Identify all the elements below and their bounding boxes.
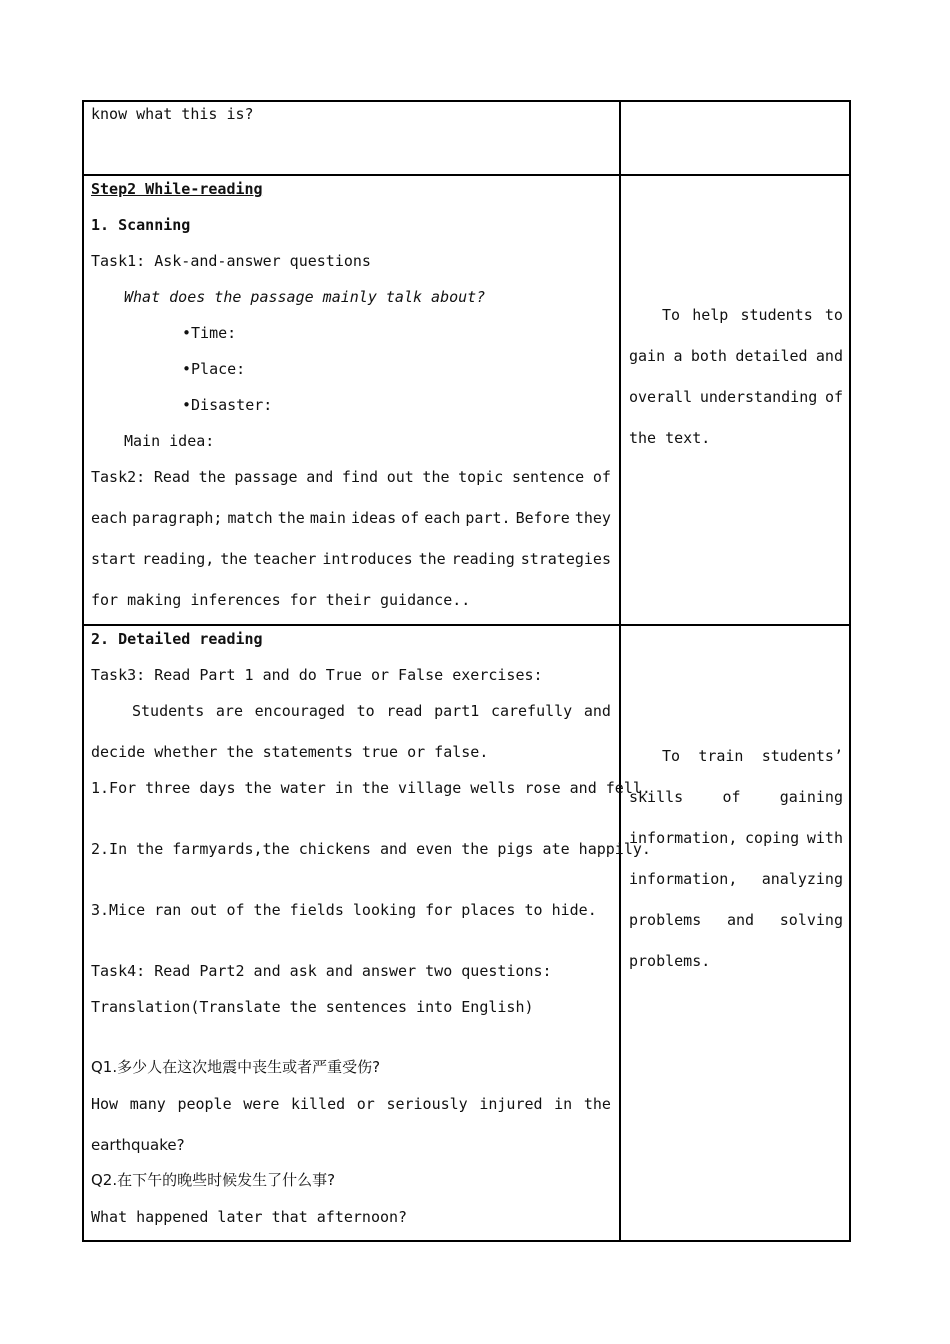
aim-line: To help students to [662,306,843,324]
statement-3: 3.Mice ran out of the fields looking for places to hide. [91,901,597,919]
task1-text: Task1: Ask-and-answer questions [91,252,371,270]
bullet-place: •Place: [182,360,246,378]
bullet-disaster: •Disaster: [182,396,273,414]
statement-1: 1.For three days the water in the village wells rose and fell. [91,779,651,797]
aim-line: problems. [629,952,711,970]
step2-heading: Step2 While-reading [91,180,263,198]
q1-english-line: earthquake? [91,1136,185,1154]
aim-line: the text. [629,429,711,447]
task2-line: start reading, the teacher introduces the reading strategies [91,550,611,568]
q2-english: What happened later that afternoon? [91,1208,408,1226]
aim-line: overall understanding of [629,388,843,406]
encourage-line: Students are encouraged to read part1 carefully and [132,702,611,720]
task3-text: Task3: Read Part 1 and do True or False exercises: [91,666,543,684]
task2-line: Task2: Read the passage and find out the topic sentence of [91,468,611,486]
detailed-heading: 2. Detailed reading [91,630,263,648]
question-text: What does the passage mainly talk about? [124,288,486,306]
row1-text: know what this is? [91,105,254,123]
aim-line: skills of gaining [629,788,843,806]
task2-line: for making inferences for their guidance.. [91,591,471,609]
task4-text: Task4: Read Part2 and ask and answer two questions: [91,962,552,980]
bullet-time: •Time: [182,324,237,342]
encourage-line: decide whether the statements true or false. [91,743,489,761]
translation-text: Translation(Translate the sentences into English) [91,998,534,1016]
q1-english-line: How many people were killed or seriously injured in the [91,1095,611,1113]
scanning-heading: 1. Scanning [91,216,191,234]
q2-chinese: Q2.在下午的晚些时候发生了什么事? [91,1171,336,1189]
column-divider [619,100,621,1242]
q1-chinese: Q1.多少人在这次地震中丧生或者严重受伤? [91,1058,381,1076]
statement-2: 2.In the farmyards,the chickens and even the pigs ate happily. [91,840,651,858]
row-divider [82,174,851,176]
main-idea-text: Main idea: [124,432,215,450]
aim-line: gain a both detailed and [629,347,843,365]
aim-line: information, coping with [629,829,843,847]
aim-line: To train students’ [662,747,843,765]
row-divider [82,624,851,626]
task2-line: each paragraph; match the main ideas of each part. Before they [91,509,611,527]
aim-line: information, analyzing [629,870,843,888]
aim-line: problems and solving [629,911,843,929]
